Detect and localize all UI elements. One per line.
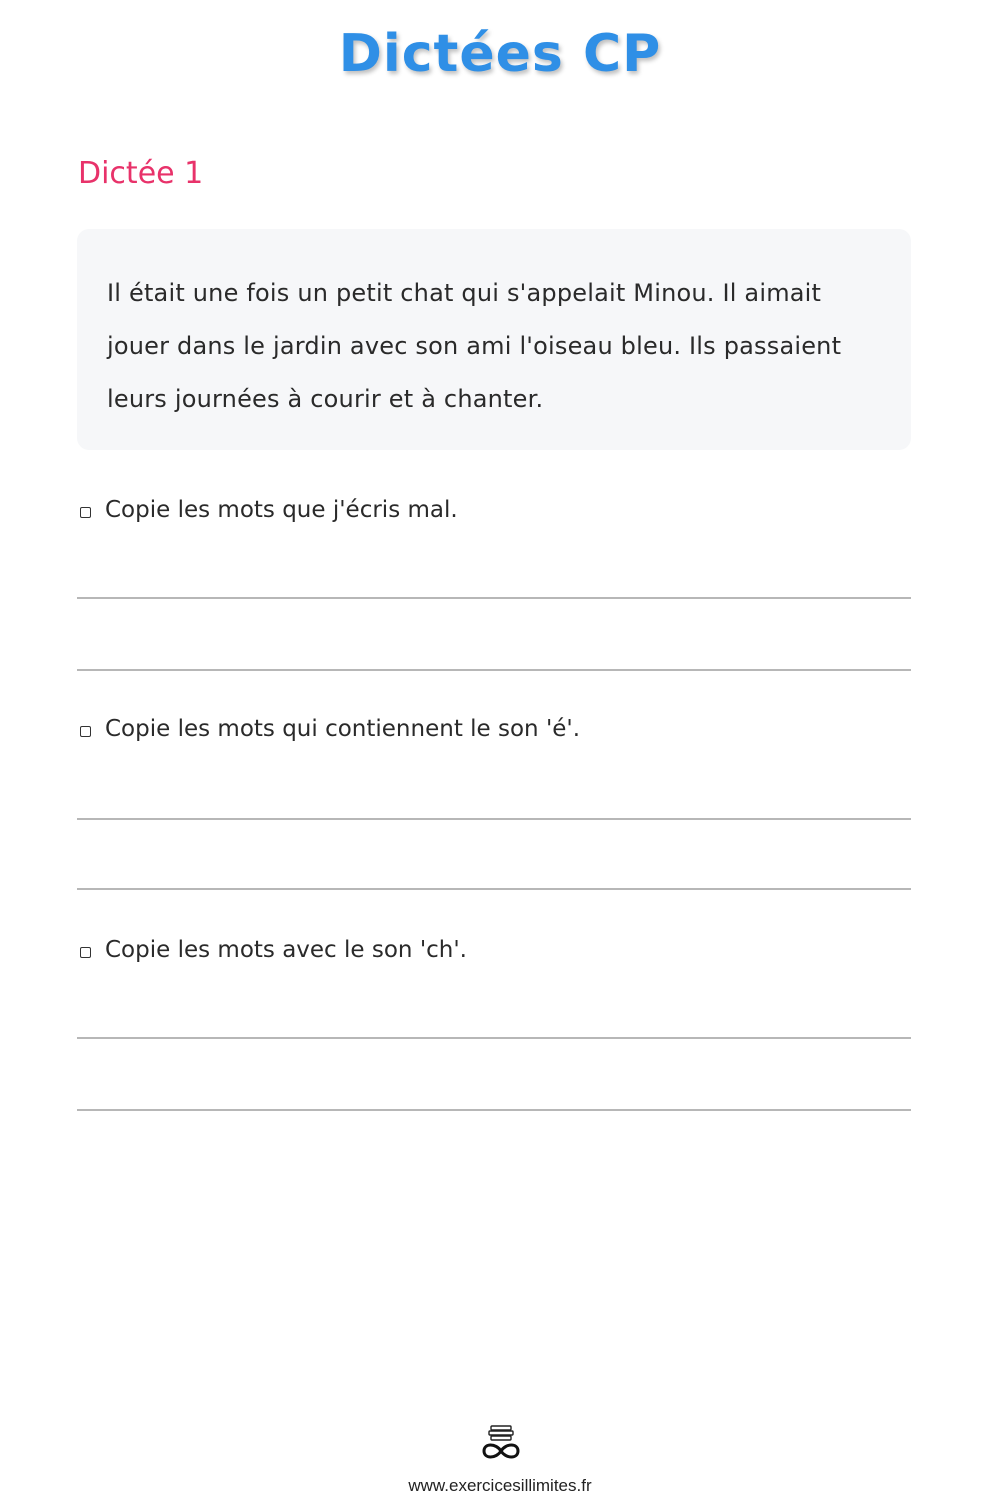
question-item — [80, 716, 580, 742]
answer-line[interactable] — [77, 818, 911, 820]
dictation-text: Il était une fois un petit chat qui s'appelait Minou. Il aimait jouer dans le jardin avec son ami l'oiseau bleu. Ils passaient leurs journées à courir et à chanter. — [107, 279, 842, 413]
answer-line[interactable] — [77, 669, 911, 671]
question-item — [80, 497, 458, 523]
checkbox-icon[interactable] — [80, 507, 91, 518]
question-label: Copie les mots avec le son 'ch'. — [105, 937, 467, 963]
dictation-text-box — [77, 229, 911, 450]
answer-line[interactable] — [77, 888, 911, 890]
page-title: Dictées CP — [338, 24, 662, 84]
answer-line[interactable] — [77, 1109, 911, 1111]
question-label: Copie les mots qui contiennent le son 'é'. — [105, 716, 581, 742]
answer-line[interactable] — [77, 597, 911, 599]
question-item — [80, 937, 467, 963]
checkbox-icon[interactable] — [80, 726, 91, 737]
dictation-title: Dictée 1 — [78, 156, 204, 191]
checkbox-icon[interactable] — [80, 947, 91, 958]
answer-line[interactable] — [77, 1037, 911, 1039]
books-infinity-logo-icon — [476, 1422, 526, 1462]
question-label: Copie les mots que j'écris mal. — [105, 497, 458, 523]
footer-url[interactable]: www.exercicesillimites.fr — [408, 1476, 592, 1495]
